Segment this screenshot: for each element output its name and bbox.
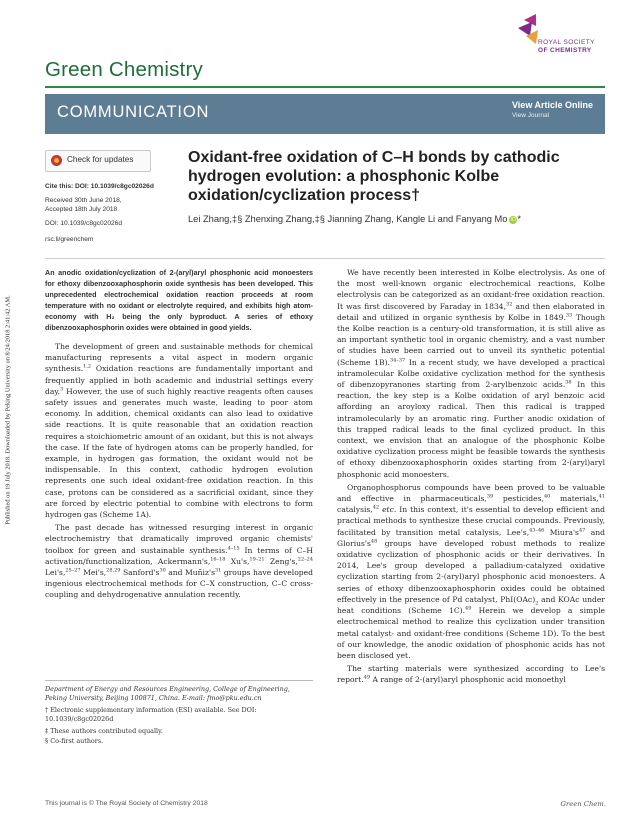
check-for-updates-button[interactable]	[45, 150, 151, 172]
journal-title[interactable]: Green Chemistry	[45, 58, 203, 81]
right-column-body	[337, 267, 605, 686]
author-list: Lei Zhang,‡§ Zhenxing Zhang,‡§ Jianning Zhang, Kangle Li and Fanyang Mo iD *	[188, 214, 522, 224]
paragraph: The starting materials were synthesized according to Lee's report.$^{49}$ A range of 2-(aryl)aryl phosphonic acid monoethyl	[337, 664, 605, 685]
rsc-logo[interactable]	[518, 14, 608, 78]
paragraph: The past decade has witnessed resurging interest in organic electrochemistry that dramatically improved organic chemists' toolbox for green and sustainable synthesis.$^{4-15}$ In terms of C–H activation/functionalization, Ackermann's,$^{16-18}$ Xu's,$^{19-21}$ Zeng's,$^{22-24}$ Lei's,$^{25-27}$ Mei's,$^{28,29}$ $Sanford's^{30}$ and $Muñiz's^{31}$ groups have developed ingenious electrochemical methods for C–X construction, C–C cross-coupling and dehydrogenative annulation recently.	[45, 523, 314, 600]
copyright-footer: This journal is © The Royal Society of Chemistry 2018	[45, 800, 208, 807]
footnote-divider	[45, 680, 313, 681]
header-divider	[45, 86, 605, 88]
co-first-footnote: § Co-first authors.	[45, 737, 104, 745]
article-title: Oxidant-free oxidation of C–H bonds by cathodic hydrogen evolution: a phosphonic Kolbe oxidation/cyclization process†	[188, 149, 560, 204]
crossmark-icon	[51, 155, 62, 166]
journal-short-link[interactable]: rsc.li/greenchem	[45, 236, 94, 243]
abstract-divider	[45, 258, 605, 259]
left-column-body	[45, 341, 313, 601]
citation-line: Cite this: DOI: 10.1039/c8gc02026d	[45, 183, 154, 190]
view-article-online-link[interactable]: View Article Online	[511, 100, 593, 110]
side-download-note: Published on 19 July 2018. Downloaded by Peking University on 8/24/2018 2:41:42 AM.	[4, 295, 12, 525]
affiliation-footnote: Department of Energy and Resources Engineering, College of Engineering, Peking University, Beijing 100871, China. E-mail: fmo@pku.edu.cn	[45, 685, 290, 702]
orcid-icon[interactable]: iD	[511, 216, 516, 223]
equal-contribution-footnote: ‡ These authors contributed equally.	[45, 727, 163, 735]
article-type-label: COMMUNICATION	[57, 103, 210, 121]
paragraph: We have recently been interested in Kolbe electrolysis. As one of the most well-known organic electrochemical reactions, Kolbe electrolysis can be categorized as an oxidant-free oxidation reaction. It was first discovered by Faraday in 1834,32 and then elaborated in detail and utilized in organic synthesis by Kolbe in 1849.33 Though the Kolbe reaction is a century-old transformation, it is still alive as an important synthetic tool in organic chemistry, and a vast number of studies have been carried out to unveil its synthetic potential (Scheme 1B).$^{34-37}$ In a recent study, we have developed a practical intramolecular Kolbe oxidative cyclization method for the synthesis of dibenzopyranones starting from 2-arylbenzoic acids.$^{38}$ In this reaction, the key step is a Kolbe oxidation of aryl benzoic acid affording an aroyloxy radical. Then this radical is trapped intramolecularly by an aromatic ring. Further anodic oxidation of this trapped radical leads to the final cyclized product. In this context, we envision that an analogue of the phosphonic Kolbe oxidative cyclization process might be feasible towards the synthesis of ethoxy dibenzooxaphosphorin oxides starting from 2-(aryl)aryl phosphonic acid monoesters.	[337, 268, 605, 479]
doi-link[interactable]: DOI: 10.1039/c8gc02026d	[45, 220, 122, 227]
view-journal-link[interactable]: View Journal	[511, 112, 550, 119]
abstract: An anodic oxidation/cyclization of 2-(aryl)aryl phosphonic acid monoesters for ethoxy dibenzooxaphosphorin oxide synthesis has been developed. This unprecedented electrochemical oxidation reaction proceeds at room temperature with no oxidant or electrolyte required, and exhibits high atom-economy with H₂ being the only byproduct. A series of ethoxy dibenzooxaphosphorin oxides were obtained in good yields.	[45, 268, 313, 332]
journal-footer: Green Chem.	[560, 800, 606, 808]
accepted-date: Accepted 18th July 2018	[45, 206, 118, 213]
paragraph: Organophosphorus compounds have been proved to be valuable and effective in pharmaceuticals,$^{39}$ pesticides,$^{40}$ materials,$^{41}$ catalysis,$^{42}$ etc. In this context, it's essential to develop efficient and practical methods to synthesize these crucial compounds. Previously, facilitated by transition metal catalysis, Lee's,$^{43-46}$ $Miura's^{47}$ and $Glorius's^{48}$ groups have developed robust methods to realize oxidative cyclization of phosphonic acids or their derivatives. In 2014, Lee's group developed a palladium-catalyzed oxidative cyclization starting from 2-(aryl)aryl phosphonic acid monoesters. A series of ethoxy dibenzooxaphosphorin oxides could be obtained effectively in the presence of Pd catalyst, $PhI(OAc)_2$ and KOAc under heat conditions (Scheme 1C).$^{49}$ Herein we develop a simple electrochemical method to realize this cyclization under transition metal catalyst- and oxidant-free conditions (Scheme 1D). To the best of our knowledge, the anodic oxidation of phosphonic acids has not been disclosed yet.	[337, 482, 606, 660]
rsc-logo-text: ROYAL SOCIETY OF CHEMISTRY	[538, 39, 595, 54]
esi-footnote: † Electronic supplementary information (ESI) available. See DOI: 10.1039/c8gc02026d	[45, 706, 257, 723]
check-for-updates-label: Check for updates	[67, 155, 134, 164]
received-date: Received 30th June 2018,	[45, 197, 122, 204]
article-type-banner	[45, 94, 605, 134]
paragraph: The development of green and sustainable methods for chemical manufacturing represents a vital aspect in modern organic synthesis.$^{1,2}$ Oxidation reactions are fundamentally important and frequently applied in both academic and industrial settings every day.$^3$ However, the use of such highly reactive reagents often causes safety issues and generates much waste, leading to poor atom economy. In addition, chemical oxidants can also lead to oxidative side reactions. It is quite reasonable that an oxidation reaction requires a stoichiometric amount of an oxidant, but this is not always the case. If the fate of hydrogen atoms can be properly handled, for example, in hydrogen gas formation, the oxidant would not be indispensable. In this context, cathodic hydrogen evolution represents one such ideal oxidant-free oxidation reaction. In this case, protons can be considered as a sacrificial oxidant, since they are forced by electric potential to combine with electrons to form hydrogen gas (Scheme 1A).	[45, 342, 313, 520]
